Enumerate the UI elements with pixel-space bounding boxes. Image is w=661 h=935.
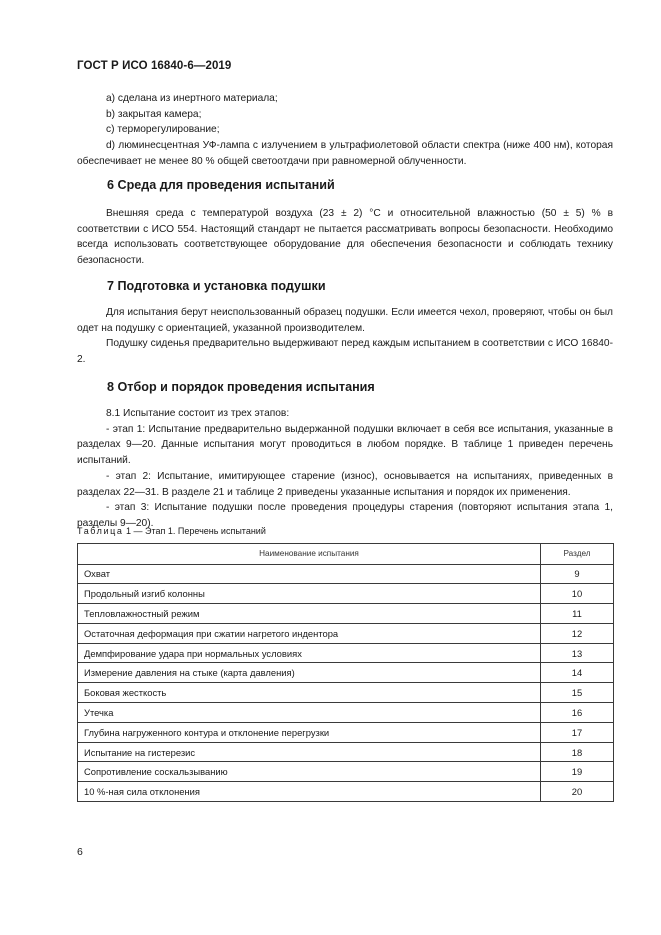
test-name: Остаточная деформация при сжатии нагретого индентора (78, 623, 541, 643)
section-8-body (77, 406, 613, 532)
tests-table (77, 543, 614, 802)
table-row (78, 623, 614, 643)
document-header: ГОСТ Р ИСО 16840-6—2019 (77, 60, 232, 72)
test-name: Измерение давления на стыке (карта давления) (78, 663, 541, 683)
section-7-heading: 7 Подготовка и установка подушки (107, 279, 326, 293)
table-caption-text: 1 — Этап 1. Перечень испытаний (123, 526, 266, 536)
paragraph: Подушку сиденья предварительно выдерживают перед каждым испытанием в соответствии с ИСО 16840-2. (77, 338, 613, 366)
test-name: Охват (78, 564, 541, 584)
test-name: Тепловлажностный режим (78, 604, 541, 624)
test-section: 9 (541, 564, 614, 584)
paragraph: 8.1 Испытание состоит из трех этапов: (106, 408, 290, 419)
table-row (78, 762, 614, 782)
list-item: b) закрытая камера; (106, 108, 202, 120)
section-6-body (77, 206, 613, 269)
table-row (78, 604, 614, 624)
table-row (78, 643, 614, 663)
requirements-list (77, 91, 613, 170)
list-item: a) сделана из инертного материала; (106, 93, 278, 104)
paragraph: - этап 1: Испытание предварительно выдержанной подушки включает в себя все испытания, указанные в разделах 9—20. Данные испытания могут проводиться в любом порядке. В таблице 1 приведен перечень испытаний. (77, 423, 613, 467)
test-section: 20 (541, 782, 614, 802)
test-section: 19 (541, 762, 614, 782)
section-8-heading: 8 Отбор и порядок проведения испытания (107, 380, 375, 394)
test-name: Испытание на гистерезис (78, 742, 541, 762)
test-name: Боковая жесткость (78, 683, 541, 703)
column-header-name: Наименование испытания (78, 544, 541, 565)
column-header-section: Раздел (541, 544, 614, 565)
test-section: 14 (541, 663, 614, 683)
test-section: 13 (541, 643, 614, 663)
list-item: c) терморегулирование; (106, 124, 220, 136)
page-number: 6 (77, 846, 83, 858)
test-section: 15 (541, 683, 614, 703)
test-section: 11 (541, 604, 614, 624)
test-section: 18 (541, 742, 614, 762)
table-row (78, 584, 614, 604)
table-row (78, 722, 614, 742)
section-6-heading: 6 Среда для проведения испытаний (107, 178, 335, 192)
paragraph: Внешняя среда с температурой воздуха (23 ± 2) °С и относительной влажностью (50 ± 5) % в соответствии с ИСО 554. Настоящий стандарт не пытается рассматривать вопросы безопасности. Необходимо всегда использовать соответствующее оборудование для обеспечения безопасности и соблюдать технику безопасности. (77, 208, 613, 267)
test-section: 16 (541, 703, 614, 723)
test-section: 17 (541, 722, 614, 742)
table-row (78, 564, 614, 584)
table-row (78, 663, 614, 683)
table-row (78, 703, 614, 723)
test-name: 10 %-ная сила отклонения (78, 782, 541, 802)
paragraph: Для испытания берут неиспользованный образец подушки. Если имеется чехол, проверяют, чтобы он был одет на подушку с ориентацией, указанной производителем. (77, 307, 613, 334)
test-name: Демпфирование удара при нормальных условиях (78, 643, 541, 663)
test-name: Утечка (78, 703, 541, 723)
table-caption-word: Таблица (77, 526, 124, 536)
test-name: Сопротивление соскальзыванию (78, 762, 541, 782)
table-row (78, 782, 614, 802)
test-name: Продольный изгиб колонны (78, 584, 541, 604)
table-row (78, 742, 614, 762)
list-item: d) люминесцентная УФ-лампа с излучением в ультрафиолетовой области спектра (ниже 400 нм), которая обеспечивает не менее 80 % общей светоотдачи при равномерной облученности. (77, 140, 613, 167)
table-row (78, 683, 614, 703)
test-section: 12 (541, 623, 614, 643)
section-7-body (77, 305, 613, 368)
table-caption (77, 526, 266, 536)
test-name: Глубина нагруженного контура и отклонение перегрузки (78, 722, 541, 742)
test-section: 10 (541, 584, 614, 604)
paragraph: - этап 3: Испытание подушки после проведения процедуры старения (повторяют испытания этапа 1, разделы 9—20). (77, 502, 613, 529)
table-header-row (78, 544, 614, 565)
paragraph: - этап 2: Испытание, имитирующее старение (износ), основывается на испытаниях, приведенных в разделах 22—31. В разделе 21 и таблице 2 приведены указанные испытания и порядок их применения. (77, 470, 613, 498)
